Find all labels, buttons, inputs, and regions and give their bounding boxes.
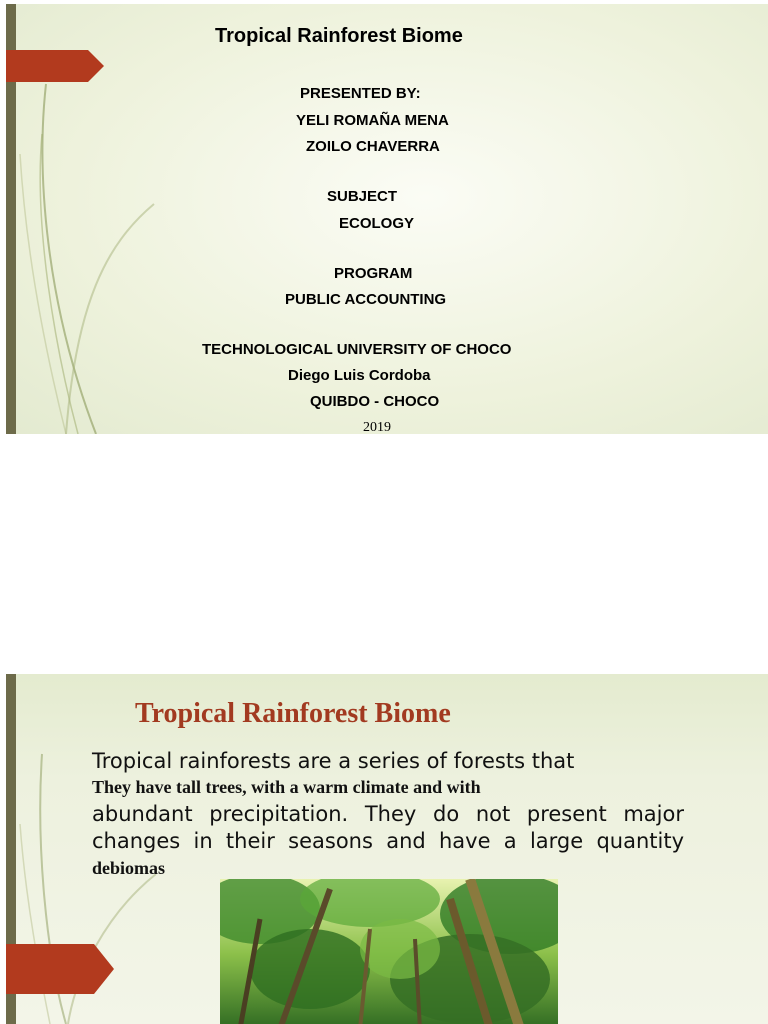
presented-by-label: PRESENTED BY:: [300, 85, 421, 102]
body-line: They have tall trees, with a warm climate and with: [92, 777, 481, 797]
rainforest-photo: [220, 879, 558, 1024]
arrow-tab-shape: [6, 944, 116, 994]
body-line: Tropical rainforests are a series of forests that: [92, 749, 575, 773]
program-value: PUBLIC ACCOUNTING: [285, 291, 447, 308]
title-slide: [6, 4, 768, 434]
year: 2019: [363, 420, 391, 434]
city-name: QUIBDO - CHOCO: [310, 393, 440, 410]
slide-title: Tropical Rainforest Biome: [135, 698, 451, 729]
subject-value: ECOLOGY: [339, 215, 415, 232]
arrow-tab-shape: [6, 50, 106, 82]
subject-label: SUBJECT: [327, 188, 398, 205]
campus-name: Diego Luis Cordoba: [288, 367, 431, 384]
slide-title: Tropical Rainforest Biome: [215, 25, 463, 47]
body-line: abundant precipitation. They do not present major: [92, 802, 684, 826]
program-label: PROGRAM: [334, 265, 413, 282]
presenter-name: YELI ROMAÑA MENA: [296, 112, 449, 129]
body-line: debiomas: [92, 858, 166, 878]
body-line: changes in their seasons and have a large quantity: [92, 829, 684, 853]
university-name: TECHNOLOGICAL UNIVERSITY OF CHOCO: [202, 341, 512, 358]
content-slide: [6, 674, 768, 1024]
presenter-name: ZOILO CHAVERRA: [306, 138, 440, 155]
